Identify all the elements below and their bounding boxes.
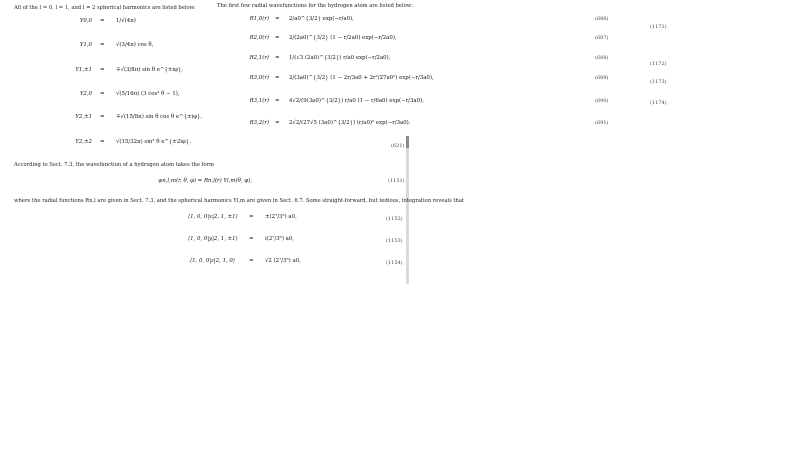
equation-number: (689): [595, 75, 609, 81]
equals-sign: =: [275, 98, 280, 104]
radial-rhs: 2/(2a0)^{3/2} (1 − r/2a0) exp(−r/2a0),: [289, 35, 397, 41]
equation-number: (1153): [386, 238, 403, 244]
integral-rhs: √2 (2⁷/3⁵) a0,: [265, 258, 301, 264]
harmonic-rhs: ∓√(15/8π) sin θ cos θ e^{±iφ},: [116, 114, 203, 120]
harmonic-rhs: 1/√(4π): [116, 18, 136, 24]
equals-sign: =: [249, 214, 254, 220]
harmonic-lhs: Y2,0: [79, 91, 92, 97]
vertical-scrollbar[interactable]: [406, 136, 409, 284]
harmonic-rhs: √(5/16π) (3 cos² θ − 1),: [116, 91, 180, 97]
equals-sign: =: [275, 16, 280, 22]
integral-rhs: i(2⁷/3⁵) a0,: [265, 236, 294, 242]
harmonic-lhs: Y1,0: [79, 42, 92, 48]
radial-lhs: R1,0(r): [249, 16, 269, 22]
radial-rhs: 4√2/(9(3a0)^{3/2}) r/a0 (1 − r/6a0) exp(−r/3a0),: [289, 98, 424, 104]
radial-rhs: 2√2/(27√5 (3a0)^{3/2}) (r/a0)² exp(−r/3a0).: [289, 120, 411, 126]
radial-lhs: R3,1(r): [249, 98, 269, 104]
equals-sign: =: [249, 236, 254, 242]
harmonic-lhs: Y1,±1: [75, 67, 92, 73]
equals-sign: =: [100, 114, 105, 120]
equals-sign: =: [275, 35, 280, 41]
integral-lhs: ⟨1, 0, 0|x|2, 1, ±1⟩: [188, 214, 238, 220]
left-intro-text: All of the l = 0, l = 1, and l = 2 spherical harmonics are listed below:: [14, 5, 196, 11]
harmonic-lhs: Y2,±2: [75, 139, 92, 145]
equation-number: (688): [595, 55, 609, 61]
radial-lhs: R2,0(r): [249, 35, 269, 41]
radial-rhs: 2/(3a0)^{3/2} (1 − 2r/3a0 + 2r²/27a0²) exp(−r/3a0),: [289, 75, 434, 81]
equation-number: (1154): [386, 260, 403, 266]
side-number: (1174): [650, 100, 667, 106]
wavefunction-equation: ψn,l,m(r, θ, φ) = Rn,l(r) Yl,m(θ, φ),: [158, 178, 252, 184]
harmonic-rhs: ∓√(3/8π) sin θ e^{±iφ},: [116, 67, 184, 73]
harmonic-lhs: Y2,±1: [75, 114, 92, 120]
equation-number: (691): [595, 120, 609, 126]
where-text: where the radial functions Rn,l are given in Sect. 7.3, and the spherical harmonics Yl,m are given in Sect. 6.7. Some straight-forward, but tedious, integration reveals that: [14, 198, 464, 204]
equals-sign: =: [249, 258, 254, 264]
equals-sign: =: [100, 91, 105, 97]
side-number: (1173): [650, 79, 667, 85]
equals-sign: =: [100, 18, 105, 24]
equation-number: (686): [595, 16, 609, 22]
right-intro-text: The first few radial wavefunctions for the hydrogen atom are listed below:: [217, 3, 413, 9]
scrollbar-thumb[interactable]: [406, 136, 409, 148]
equation-number: (690): [595, 98, 609, 104]
radial-lhs: R3,0(r): [249, 75, 269, 81]
equals-sign: =: [275, 55, 280, 61]
equals-sign: =: [100, 67, 105, 73]
integral-rhs: ±(2⁷/3⁵) a0,: [265, 214, 297, 220]
equals-sign: =: [100, 139, 105, 145]
side-number: (1172): [650, 61, 667, 67]
harmonic-rhs: √(3/4π) cos θ,: [116, 42, 154, 48]
equals-sign: =: [275, 120, 280, 126]
integral-lhs: ⟨1, 0, 0|z|2, 1, 0⟩: [190, 258, 235, 264]
radial-rhs: 1/(√3 (2a0)^{3/2}) r/a0 exp(−r/2a0),: [289, 55, 391, 61]
radial-lhs: R2,1(r): [249, 55, 269, 61]
equation-number: (621): [391, 143, 405, 149]
equals-sign: =: [100, 42, 105, 48]
according-text: According to Sect. 7.3, the wavefunction of a hydrogen atom takes the form: [14, 162, 214, 168]
side-number: (1171): [650, 24, 667, 30]
radial-lhs: R3,2(r): [249, 120, 269, 126]
equation-number: (1151): [388, 178, 405, 184]
integral-lhs: ⟨1, 0, 0|y|2, 1, ±1⟩: [188, 236, 238, 242]
equals-sign: =: [275, 75, 280, 81]
harmonic-lhs: Y0,0: [79, 18, 92, 24]
radial-rhs: 2/a0^{3/2} exp(−r/a0),: [289, 16, 354, 22]
equation-number: (1152): [386, 216, 403, 222]
harmonic-rhs: √(15/32π) sin² θ e^{±2iφ}.: [116, 139, 191, 145]
equation-number: (687): [595, 35, 609, 41]
